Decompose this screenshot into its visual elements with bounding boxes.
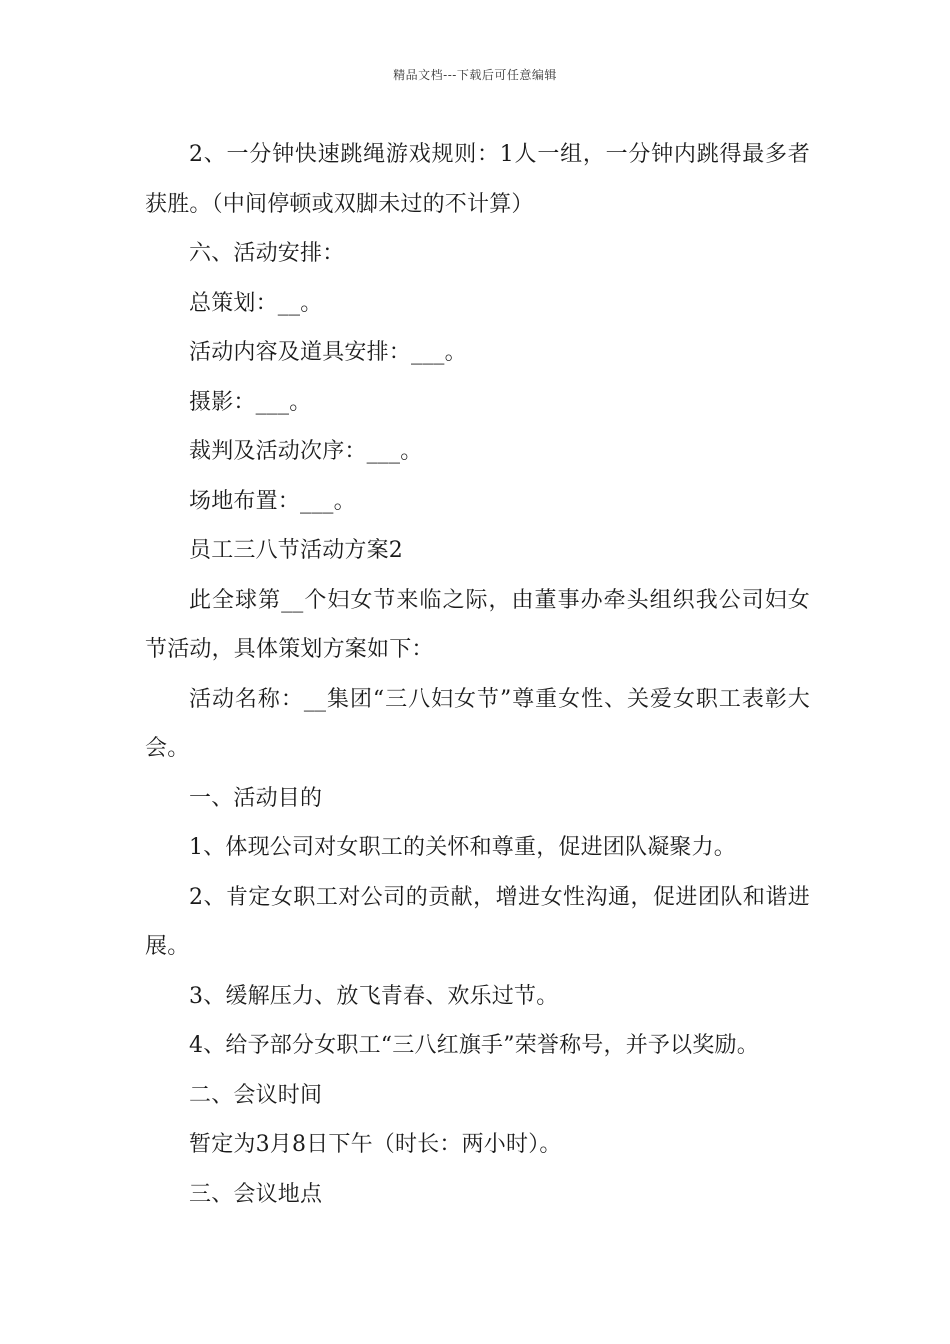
page-header: 精品文档---下载后可任意编辑 (393, 68, 557, 82)
paragraph-venue-setup: 场地布置：___。 (189, 488, 356, 514)
heading-meeting-time: 二、会议时间 (189, 1082, 323, 1108)
heading-meeting-place: 三、会议地点 (189, 1181, 323, 1207)
paragraph-intro: 此全球第__个妇女节来临之际，由董事办牵头组织我公司妇女节活动，具体策划方案如下： (145, 587, 810, 662)
heading-activity-arrangement: 六、活动安排： (189, 241, 345, 266)
paragraph-purpose-3: 3、缓解压力、放飞青春、欢乐过节。 (189, 983, 559, 1009)
paragraph-referee-order: 裁判及活动次序：___。 (189, 439, 423, 464)
paragraph-activity-name: 活动名称：__集团“三八妇女节”尊重女性、关爱女职工表彰大会。 (145, 686, 810, 761)
paragraph-purpose-1: 1、体现公司对女职工的关怀和尊重，促进团队凝聚力。 (189, 835, 736, 860)
paragraph-rope-skipping-rule: 2、一分钟快速跳绳游戏规则：1人一组，一分钟内跳得最多者获胜。（中间停顿或双脚未过的不计算） (145, 142, 810, 217)
document-body (145, 130, 810, 1219)
paragraph-content-props: 活动内容及道具安排：___。 (189, 340, 467, 365)
paragraph-photography: 摄影：___。 (189, 389, 312, 415)
paragraph-purpose-2: 2、肯定女职工对公司的贡献，增进女性沟通，促进团队和谐进展。 (145, 884, 810, 959)
paragraph-chief-planner: 总策划：__。 (189, 290, 323, 316)
paragraph-purpose-4: 4、给予部分女职工“三八红旗手”荣誉称号，并予以奖励。 (189, 1033, 759, 1058)
heading-activity-purpose: 一、活动目的 (189, 785, 323, 811)
paragraph-meeting-time: 暂定为3月8日下午（时长：两小时）。 (189, 1132, 562, 1157)
section-title-plan-2: 员工三八节活动方案2 (189, 538, 403, 563)
